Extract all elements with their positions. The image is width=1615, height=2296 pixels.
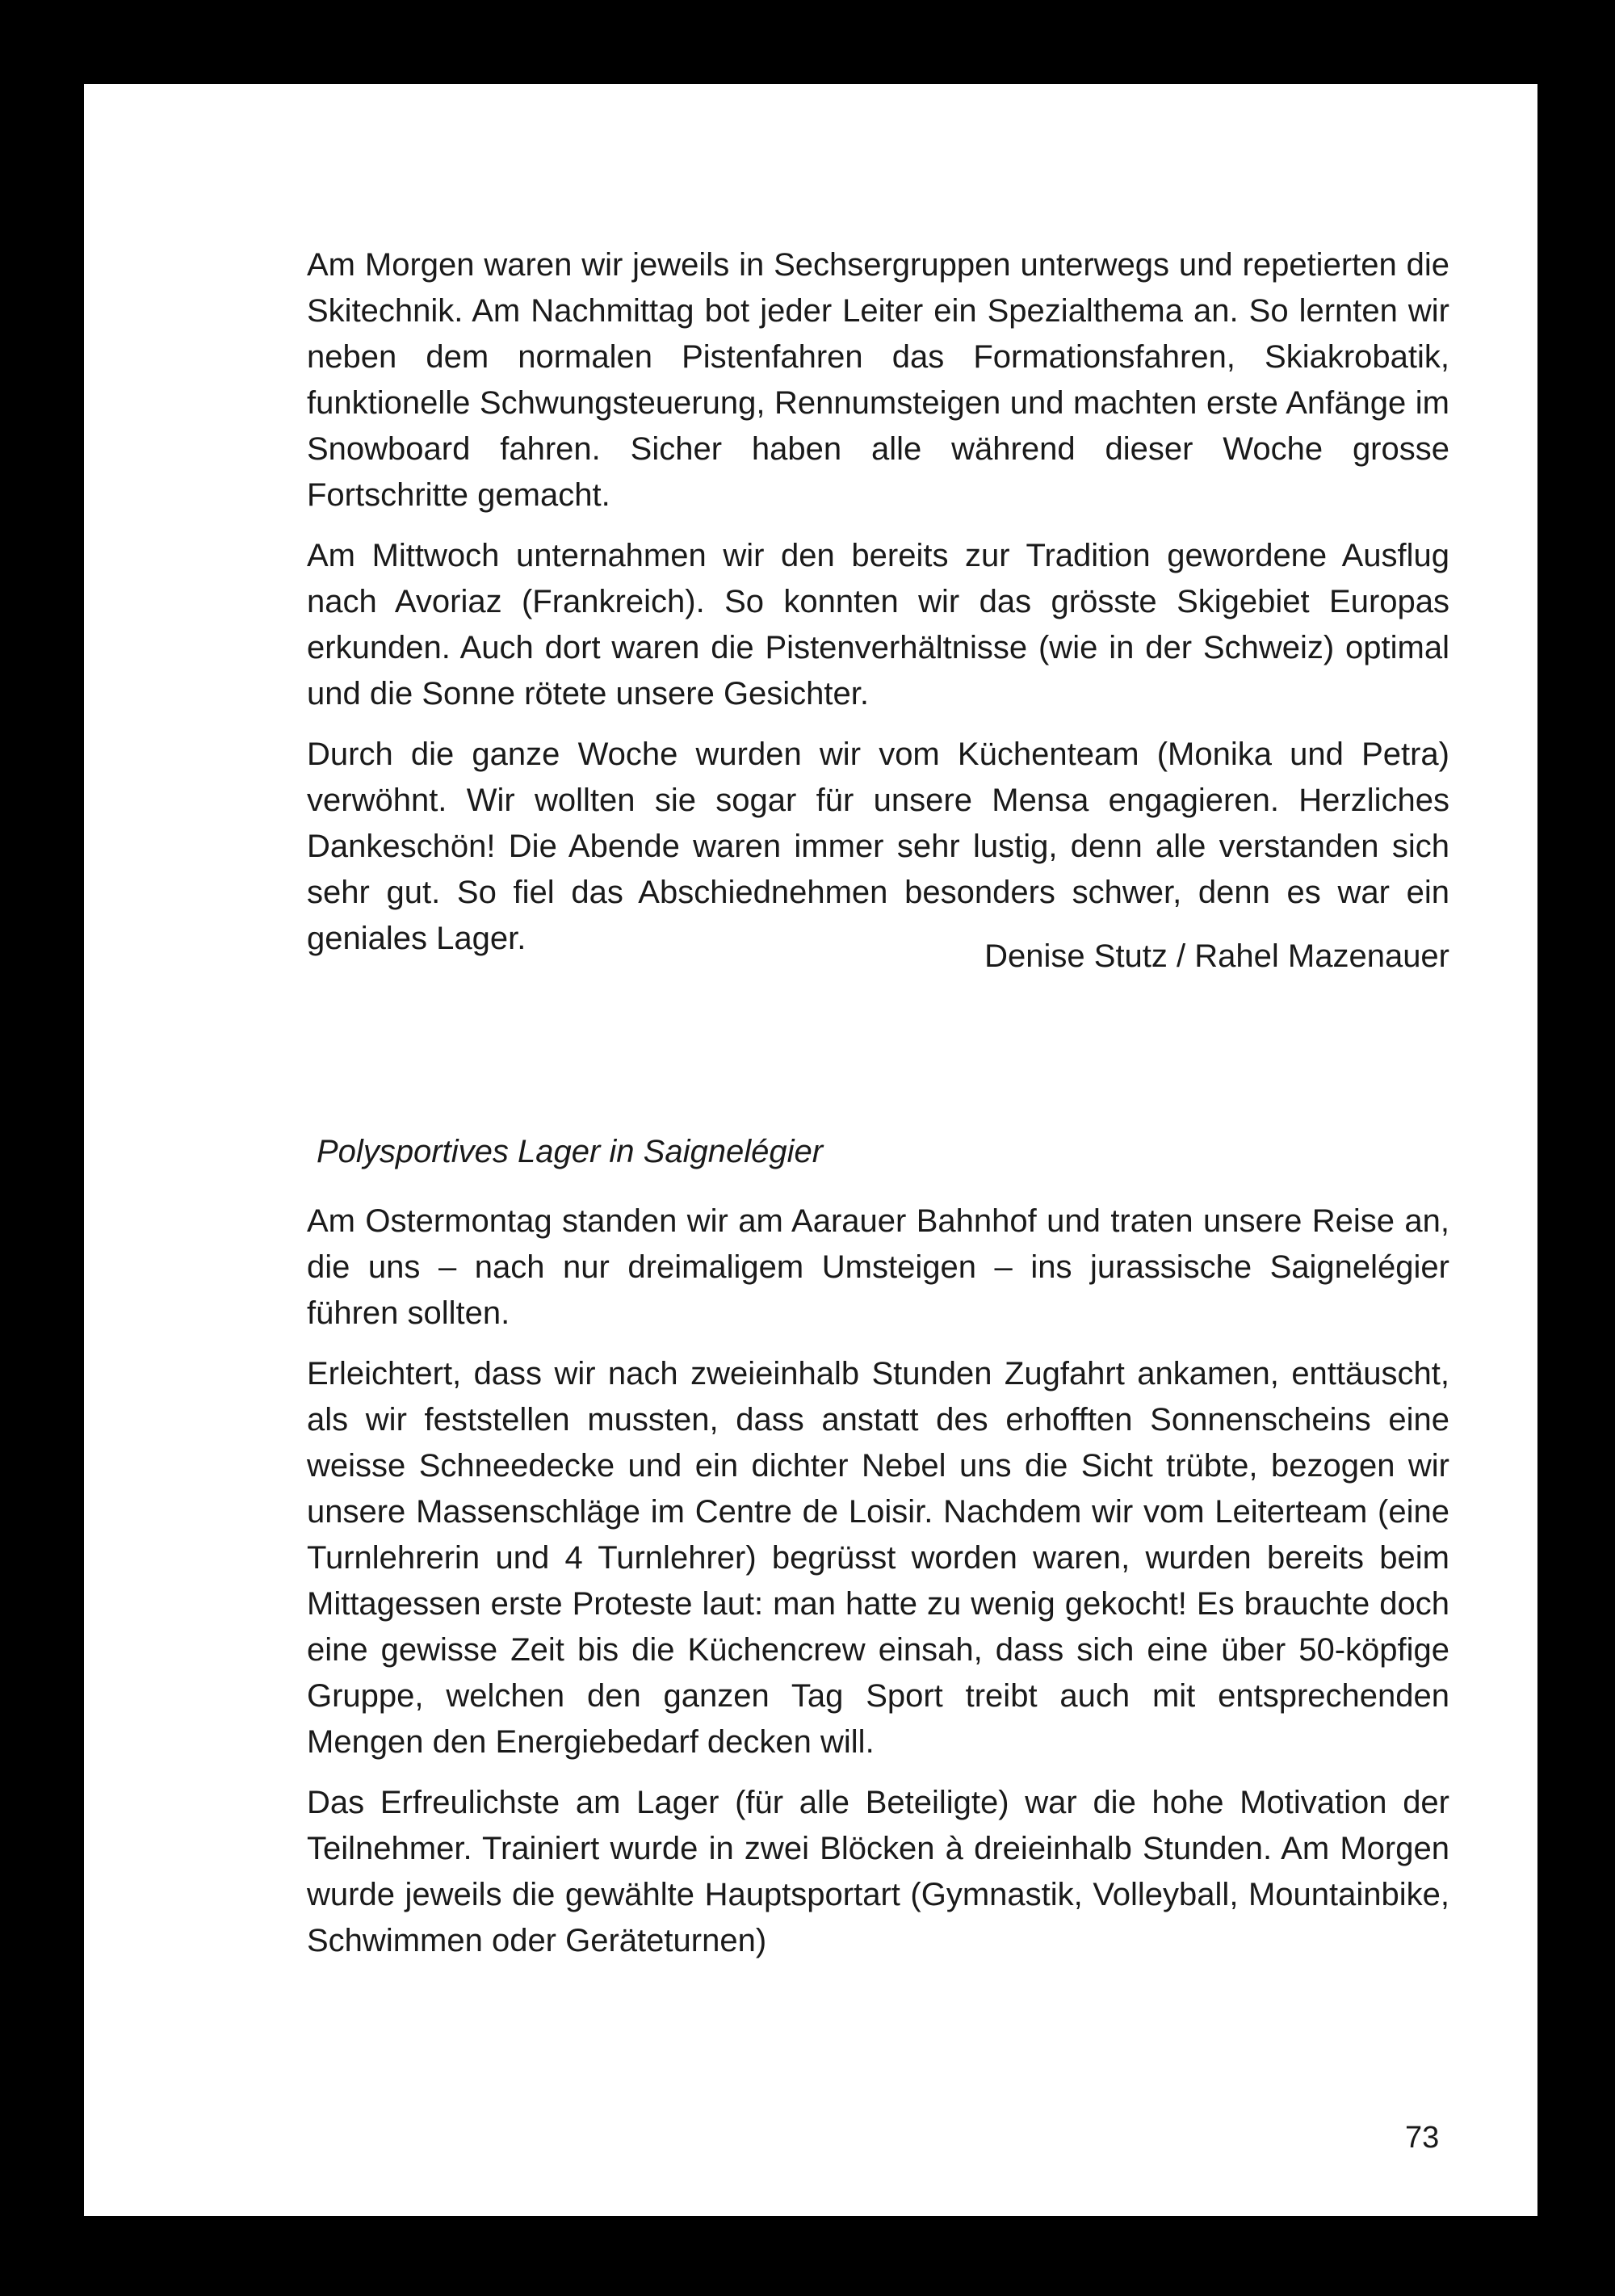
- article1-paragraph-2: Am Mittwoch unternahmen wir den bereits zur Tradition gewordene Ausflug nach Avoriaz (Frankreich). So konnten wir das grösste Skigebiet Europas erkunden. Auch dort waren die Pistenverhältnisse (wie in der Schweiz) optimal und die Sonne rötete unsere Gesichter.: [307, 538, 1449, 711]
- article2-body: [307, 1198, 1449, 1979]
- article1-paragraph-3: Durch die ganze Woche wurden wir vom Küchenteam (Monika und Petra) verwöhnt. Wir wollten sie sogar für unsere Mensa engagieren. Herzliches Dankeschön! Die Abende waren immer sehr lustig, denn alle verstanden sich sehr gut. So fiel das Abschiednehmen besonders schwer, denn es war ein geniales Lager.: [307, 737, 1449, 956]
- article2-title: Polysportives Lager in Saignelégier: [317, 1134, 824, 1169]
- document-page: [84, 84, 1537, 2216]
- article2-paragraph-1: Am Ostermontag standen wir am Aarauer Bahnhof und traten unsere Reise an, die uns – nach nur dreimaligem Umsteigen – ins jurassische Saignelégier führen sollten.: [307, 1203, 1449, 1331]
- article2-paragraph-3: Das Erfreulichste am Lager (für alle Beteiligte) war die hohe Motivation der Teilnehmer. Trainiert wurde in zwei Blöcken à dreieinhalb Stunden. Am Morgen wurde jeweils die gewählte Hauptsportart (Gymnastik, Volleyball, Mountainbike, Schwimmen oder Geräteturnen): [307, 1785, 1449, 1958]
- article1-authors: Denise Stutz / Rahel Mazenauer: [984, 938, 1449, 974]
- article1-paragraph-1: Am Morgen waren wir jeweils in Sechsergruppen unterwegs und repetierten die Skitechnik. Am Nachmittag bot jeder Leiter ein Spezialthema an. So lernten wir neben dem normalen Pistenfahren das Formationsfahren, Skiakrobatik, funktionelle Schwungsteuerung, Rennumsteigen und machten erste Anfänge im Snowboard fahren. Sicher haben alle während dieser Woche grosse Fortschritte gemacht.: [307, 247, 1449, 513]
- article2-paragraph-2: Erleichtert, dass wir nach zweieinhalb Stunden Zugfahrt ankamen, enttäuscht, als wir feststellen mussten, dass anstatt des erhofften Sonnenscheins eine weisse Schneedecke und ein dichter Nebel uns die Sicht trübte, bezogen wir unsere Massenschläge im Centre de Loisir. Nachdem wir vom Leiterteam (eine Turnlehrerin und 4 Turnlehrer) begrüsst worden waren, wurden bereits beim Mittagessen erste Proteste laut: man hatte zu wenig gekocht! Es brauchte doch eine gewisse Zeit bis die Küchencrew einsah, dass sich eine über 50-köpfige Gruppe, welchen den ganzen Tag Sport treibt auch mit entsprechenden Mengen den Energiebedarf decken will.: [307, 1356, 1449, 1760]
- page-number: 73: [1405, 2121, 1440, 2155]
- article1-body: [307, 242, 1449, 976]
